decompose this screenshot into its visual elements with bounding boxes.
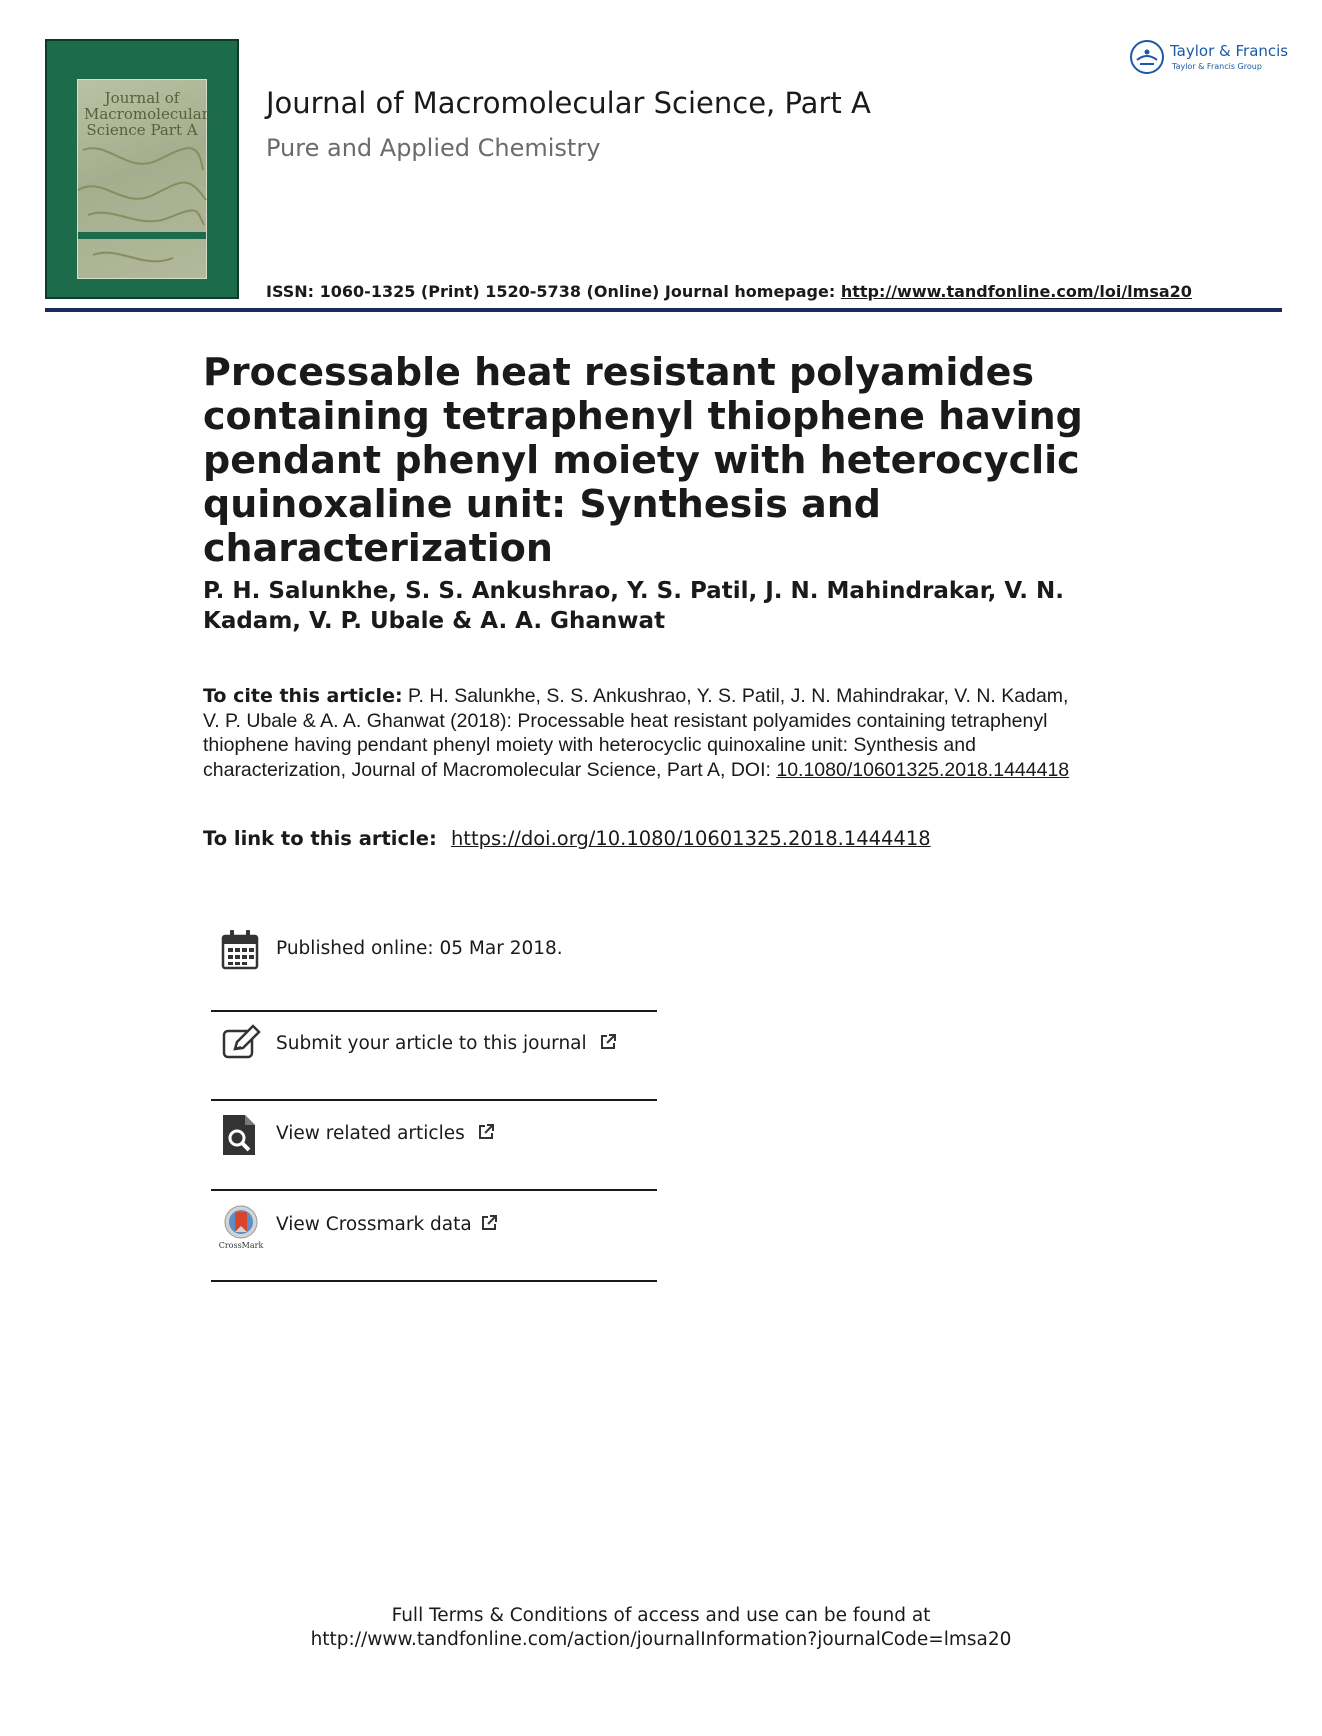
issn-line	[266, 282, 1192, 301]
journal-subtitle: Pure and Applied Chemistry	[266, 134, 601, 162]
cover-panel	[77, 79, 207, 279]
external-link-icon	[480, 1214, 498, 1232]
divider-3	[211, 1189, 657, 1191]
crossmark-link[interactable]	[276, 1214, 498, 1235]
journal-title: Journal of Macromolecular Science, Part A	[266, 86, 871, 120]
cite-doi-link[interactable]: 10.1080/10601325.2018.1444418	[776, 758, 1070, 781]
citation-block	[203, 684, 1083, 782]
publisher-name: Taylor & Francis	[1170, 42, 1289, 60]
cover-title: Journal of Macromolecular Science Part A	[84, 89, 209, 139]
journal-homepage-link[interactable]: http://www.tandfonline.com/loi/lmsa20	[840, 282, 1192, 301]
cover-strip	[78, 232, 206, 239]
header-divider	[45, 308, 1282, 312]
link-label: To link to this article:	[203, 827, 437, 850]
external-link-icon	[477, 1123, 495, 1141]
crossmark-caption: CrossMark	[218, 1241, 264, 1250]
article-authors: P. H. Salunkhe, S. S. Ankushrao, Y. S. Patil, J. N. Mahindrakar, V. N. Kadam, V. P. Ubale & A. A. Ghanwat	[203, 578, 1064, 634]
published-online-text: Published online: 05 Mar 2018.	[276, 938, 563, 959]
divider-1	[211, 1010, 657, 1012]
terms-footer	[0, 1604, 1322, 1652]
submit-article-row[interactable]	[211, 1023, 657, 1103]
terms-line-1: Full Terms & Conditions of access and use can be found at	[391, 1605, 931, 1626]
journal-cover-image	[45, 39, 239, 299]
published-online-row	[211, 928, 657, 1008]
document-search-icon	[221, 1113, 261, 1157]
terms-url-link[interactable]: http://www.tandfonline.com/action/journalInformation?journalCode=lmsa20	[310, 1629, 1012, 1650]
issn-text: ISSN: 1060-1325 (Print) 1520-5738 (Online) Journal homepage:	[266, 282, 836, 301]
publisher-group: Taylor & Francis Group	[1172, 62, 1262, 71]
cite-text: P. H. Salunkhe, S. S. Ankushrao, Y. S. Patil, J. N. Mahindrakar, V. N. Kadam, V. P. Ubale & A. A. Ghanwat (2018): Processable heat resistant polyamides containing tetraphenyl thiophene having pendant phenyl moiety with heterocyclic quinoxaline unit: Synthesis and characterization, Journal of Macromolecular Science, Part A, DOI:	[203, 685, 1069, 781]
crossmark-row[interactable]	[211, 1204, 657, 1284]
article-link-block	[203, 827, 931, 850]
related-articles-link[interactable]	[276, 1123, 495, 1144]
divider-4	[211, 1280, 657, 1282]
edit-icon	[221, 1023, 261, 1067]
crossmark-label: View Crossmark data	[276, 1214, 472, 1235]
related-articles-row[interactable]	[211, 1113, 657, 1193]
calendar-icon	[221, 928, 261, 972]
crossmark-icon	[218, 1204, 264, 1250]
divider-2	[211, 1099, 657, 1101]
submit-article-label: Submit your article to this journal	[276, 1033, 587, 1054]
submit-article-link[interactable]	[276, 1033, 617, 1054]
external-link-icon	[599, 1033, 617, 1051]
related-articles-label: View related articles	[276, 1123, 465, 1144]
article-doi-link[interactable]: https://doi.org/10.1080/10601325.2018.1444418	[450, 827, 931, 850]
article-title: Processable heat resistant polyamides containing tetraphenyl thiophene having pendant phenyl moiety with heterocyclic quinoxaline unit: Synthesis and characterization	[203, 350, 1083, 570]
cite-label: To cite this article:	[203, 685, 403, 707]
